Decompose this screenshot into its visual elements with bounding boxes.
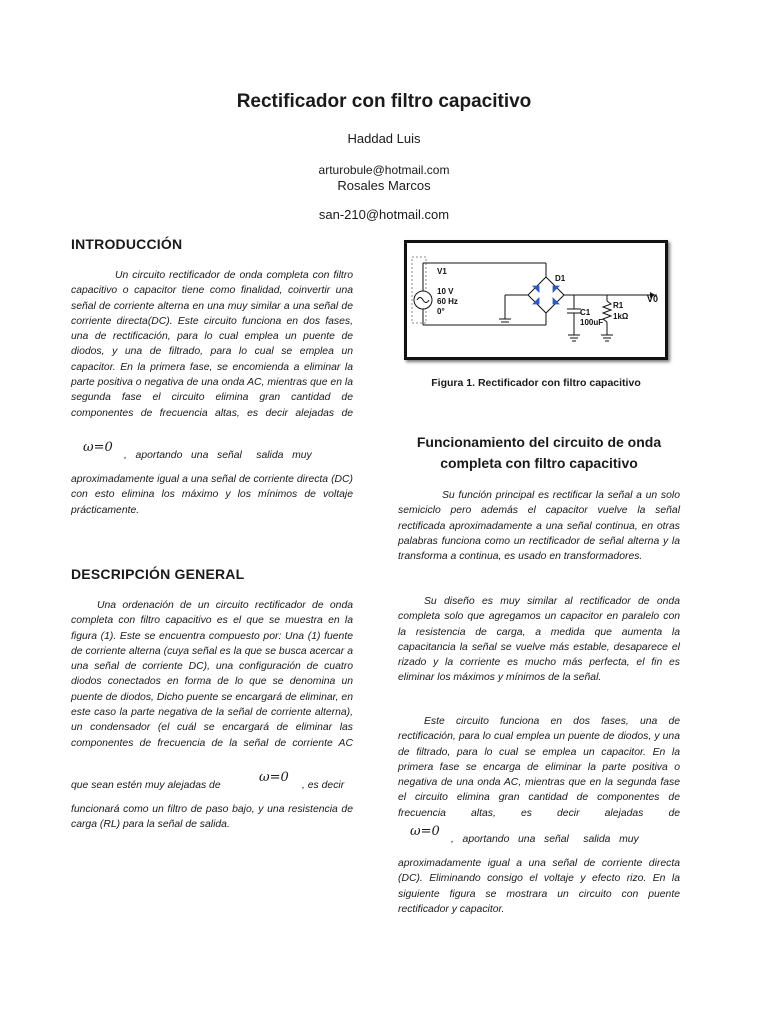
function-after-omega: , aportando una señal salida muy	[451, 834, 639, 845]
intro-after-omega: , aportando una señal salida muy	[124, 450, 312, 461]
circuit-diagram	[407, 243, 665, 357]
intro-paragraph: Un circuito rectificador de onda completa con filtro capacitivo o capacitor tiene como finalidad, coinvertir una señal de corriente alterna en una muy similar a una señal de corriente directa(DC). Este circuito funciona en dos fases, una de rectificación, para lo cual emplea un puente de diodos, y una de filtrado, para lo cual se emplea un capacitor. En la primera fase, se encomienda a eliminar la parte positiva o negativa de una onda AC, mientras que en la segunda fase el circuito elimina gran cantidad de componentes de frecuencia altas, es decir alejadas de	[71, 270, 353, 419]
label-frequency: 60 Hz	[437, 297, 458, 306]
label-c1: C1	[580, 308, 591, 317]
figure-caption: Figura 1. Rectificador con filtro capacitivo	[431, 377, 641, 389]
label-r1-value: 1kΩ	[613, 312, 629, 321]
function-omega-line	[398, 826, 680, 848]
function-paragraph-1: Su función principal es rectificar la señal a un solo semiciclo pero además el capacitor vuelve la señal rectificada aproximadamente a una señal continua, en otras palabras funciona como un rectificador de señal alterna y la transforma a continua, es usado en transformadores.	[398, 490, 680, 563]
label-v1: V1	[437, 267, 447, 276]
author-name-2: Rosales Marcos	[337, 178, 431, 193]
section-heading-line-2: completa con filtro capacitivo	[440, 455, 638, 471]
section-heading-line-1: Funcionamiento del circuito de onda	[416, 434, 662, 450]
label-vo: V0	[647, 294, 659, 304]
function-tail: aproximadamente igual a una señal de corriente directa (DC). Eliminando consigo el voltaje y efecto rizo. En la siguiente figura se mostrara un circuito con puente rectificador y capacitor.	[398, 858, 680, 915]
circuit-figure	[404, 240, 668, 360]
description-heading: DESCRIPCIÓN GENERAL	[71, 566, 245, 582]
label-voltage: 10 V	[437, 287, 454, 296]
author-email-1: arturobule@hotmail.com	[318, 163, 450, 177]
label-d1: D1	[555, 274, 566, 283]
intro-heading: INTRODUCCIÓN	[71, 236, 183, 252]
author-email-2: san-210@hotmail.com	[318, 207, 450, 222]
paper-title: Rectificador con filtro capacitivo	[236, 91, 532, 112]
function-paragraph-3: Este circuito funciona en dos fases, una de rectificación, para lo cual emplea un puente de diodos, y una de filtrado, para lo cual se emplea un capacitor. En la primera fase se encarga de eliminar la parte positiva o negativa de una onda AC, mientras que en la segunda fase el circuito elimina gran cantidad de componentes de frecuencia altas, es decir alejadas de	[398, 716, 680, 819]
label-phase: 0°	[437, 307, 445, 316]
description-tail: funcionará como un filtro de paso bajo, y una resistencia de carga (RL) para la señal de salida.	[71, 804, 353, 831]
intro-tail: aproximadamente igual a una señal de corriente directa (DC) con esto elimina los máximo y los mínimos de voltaje prácticamente.	[71, 474, 353, 516]
description-before-omega: que sean estén muy alejadas de	[71, 780, 221, 791]
omega-equation: ω=0	[410, 824, 440, 839]
author-name-1: Haddad Luis	[347, 131, 421, 146]
description-omega-line	[71, 772, 353, 794]
label-r1: R1	[613, 301, 624, 310]
function-paragraph-2: Su diseño es muy similar al rectificador de onda completa solo que agregamos un capacitor en paralelo con la resistencia de carga, a medida que aumenta la capacitancia la señal se vuelve más estable, desaparece el rizado y la corriente es mucho más perfecta, el fin es eliminar los máximos y mínimos de la señal.	[398, 596, 680, 684]
label-c1-value: 100uF	[580, 318, 604, 327]
description-after-omega: , es decir	[302, 780, 345, 791]
description-paragraph: Una ordenación de un circuito rectificador de onda completa con filtro capacitivo es el que se muestra en la figura (1). Este se encuentra compuesto por: Una (1) fuente de corriente alterna (cuya señal es la que se busca acercar a una señal de corriente DC), una configuración de cuatro diodos conectados en forma de lo que se denomina un puente de diodos, Dicho puente se encargará de eliminar, en este caso la parte negativa de la señal de corriente alterna), un condensador (el cuál se encargará de eliminar las componentes de frecuencia de la señal de corriente AC	[71, 600, 353, 749]
omega-equation: ω=0	[259, 770, 289, 785]
omega-equation: ω=0	[83, 440, 113, 455]
section-heading	[398, 432, 680, 474]
